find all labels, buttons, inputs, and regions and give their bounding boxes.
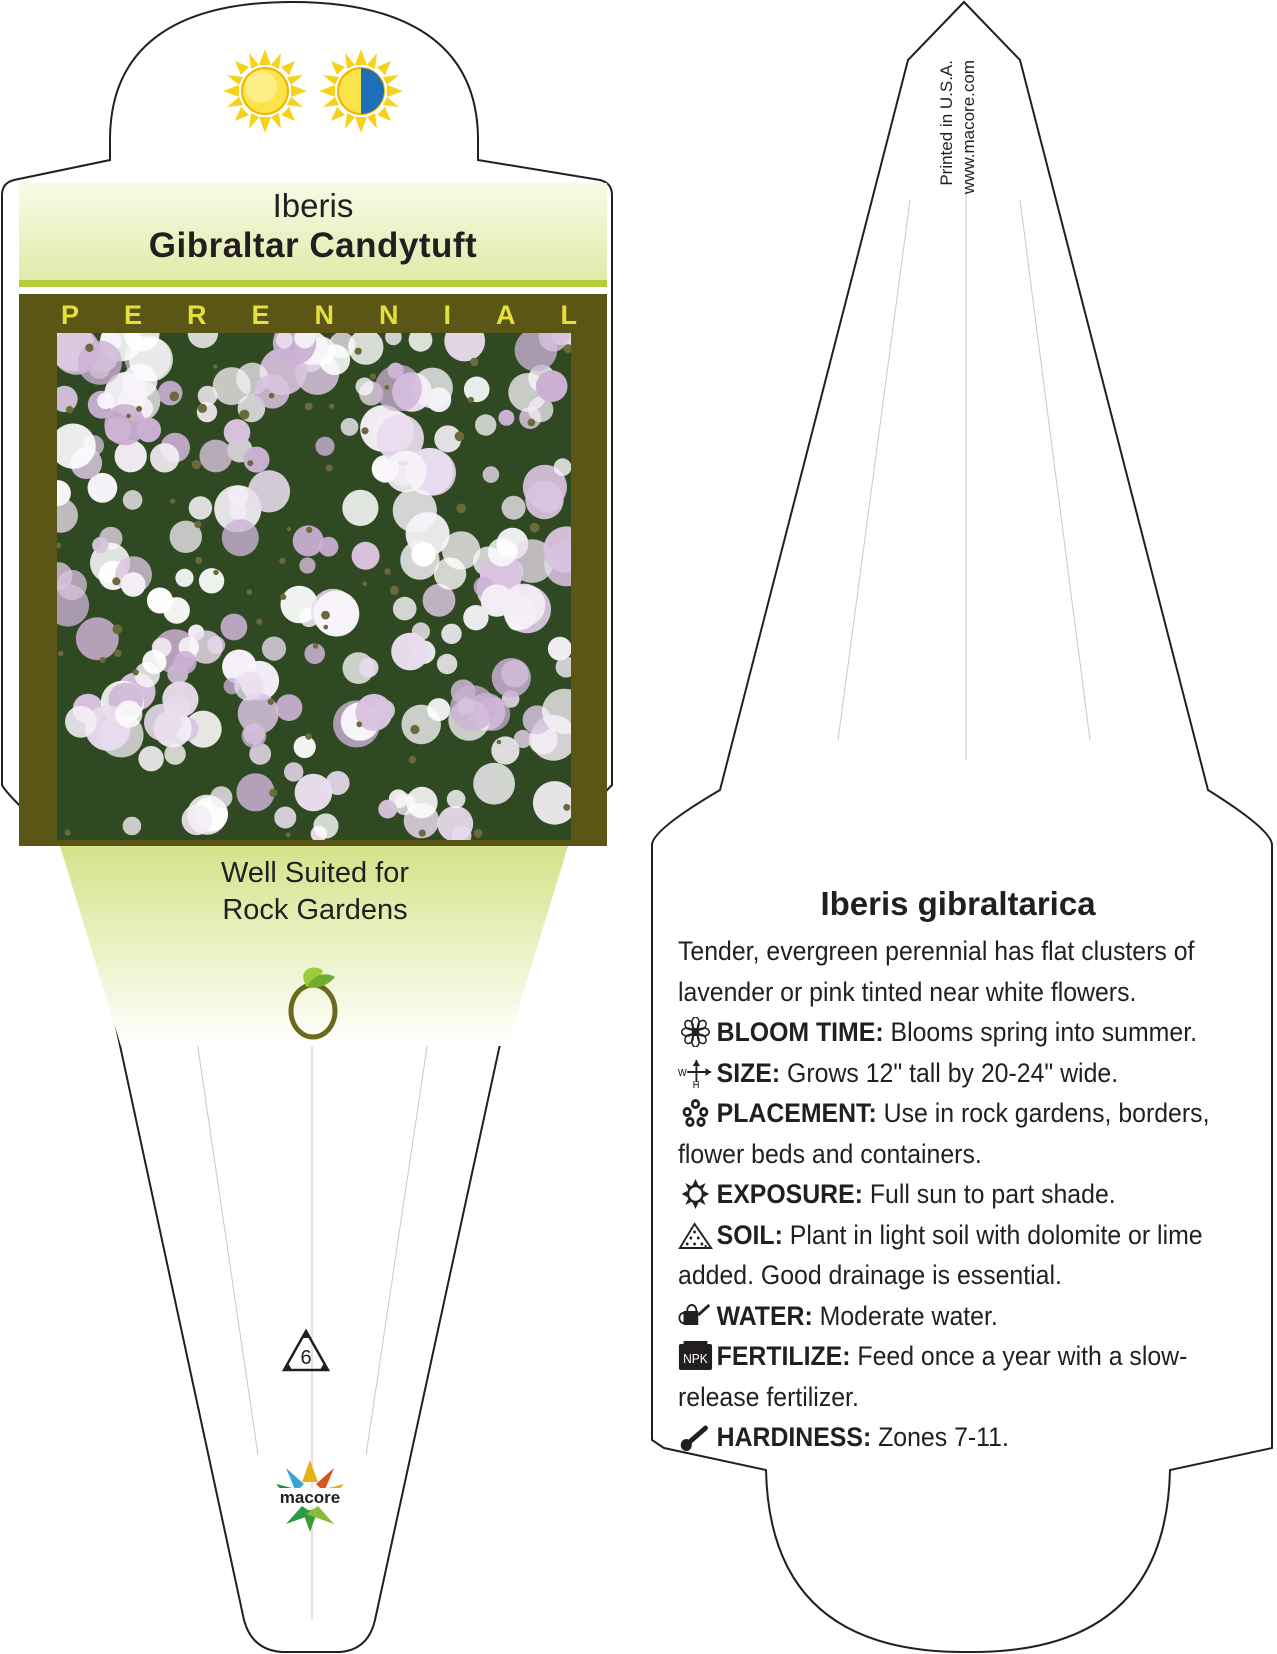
blossom-center [305,403,313,411]
blossom [481,584,513,616]
info-row-fertilize [678,1336,1212,1417]
bloom-text: Blooms spring into summer. [890,1017,1197,1047]
blossom [78,341,122,385]
info-row-soil [678,1215,1212,1296]
blossom-center [170,499,175,504]
flower-icon [678,1017,713,1047]
exposure-text: Full sun to part shade. [869,1179,1116,1209]
soil-text: Plant in light soil with dolomite or lime added. Good drainage is essential. [678,1219,1203,1290]
blossom-center [362,581,367,586]
care-info [678,931,1212,1458]
blossom-center [136,406,142,412]
blossom [342,490,378,526]
blossom [458,697,475,714]
blossom [411,542,435,566]
brand-text: macore [279,1488,341,1507]
blossom-center [112,577,120,585]
blossom [210,786,232,808]
blossom [375,365,422,412]
soil-icon [678,1220,713,1250]
blossom [274,807,296,829]
blossom [175,569,193,587]
blossom-center [269,393,275,399]
common-name: Gibraltar Candytuft [148,226,478,265]
flower-photo [57,333,571,840]
blossom-center [370,373,376,379]
genus-name: Iberis [272,187,354,224]
blossom-center [455,431,465,441]
feature-line-1: Well Suited for [220,857,410,889]
blossom-center [323,625,328,630]
watering-can-icon [678,1301,713,1331]
blossom [554,458,571,476]
info-row-size [678,1053,1212,1094]
category-letter: A [495,300,516,330]
full-sun-icon [222,48,308,134]
blossom [262,637,286,661]
blossom [222,519,259,556]
blossom-center [390,586,399,595]
macore-logo [270,1458,350,1534]
blossom-center [329,404,334,409]
blossom-center [113,624,123,634]
hardiness-text: Zones 7-11. [878,1422,1009,1452]
npk-text: NPK [683,1351,708,1367]
website-text: www.macore.com [959,60,978,195]
blossom [276,694,303,721]
blossom-center [385,385,390,390]
blossom-center [58,651,63,656]
placement-label: PLACEMENT: [716,1098,877,1128]
blossom [352,542,380,570]
blossom-center [286,832,291,837]
blossom-center [114,650,122,658]
blossom [393,488,437,532]
blossom [473,763,515,805]
blossom [150,443,179,472]
blossom [378,800,397,819]
category-letter: I [443,300,451,330]
placement-text: Use in rock gardens, borders, flower beds and containers. [678,1098,1210,1169]
recycle-icon [280,1328,332,1376]
category-label [19,297,607,333]
blossom-center [497,740,502,745]
botanical-name: Iberis gibraltarica [820,885,1096,922]
blossom-center [355,348,362,355]
feature-line-2: Rock Gardens [222,894,408,926]
blossom [158,381,183,406]
blossom-center [269,789,277,797]
blossom-center [195,557,202,564]
blossom [142,650,166,674]
size-icon-w: W [678,1067,687,1079]
blossom [182,805,212,835]
category-letter: L [560,300,577,330]
blossom [326,771,350,795]
blossom-center [213,364,217,368]
category-letter: N [314,300,334,330]
size-label: SIZE: [716,1057,781,1088]
blossom-center [321,611,330,620]
blossom-center [66,406,74,414]
blossom [244,447,270,473]
water-text: Moderate water. [819,1300,998,1331]
blossom [129,337,173,381]
blossom [234,671,264,701]
blossom-center [239,410,249,420]
blossom-center [361,427,368,434]
fertilize-label: FERTILIZE: [716,1341,851,1371]
blossom-center [468,397,474,403]
blossom-center [192,460,201,469]
blossom-center [65,830,71,836]
blossom-center [410,725,419,734]
bloom-label: BLOOM TIME: [716,1017,884,1047]
category-letter: E [124,300,143,330]
blossom [199,440,232,473]
blossom-center [213,570,218,575]
blossom-center [280,594,286,600]
divider [19,280,607,287]
blossom [213,367,251,405]
blossom [65,706,97,738]
blossom-center [133,669,139,675]
category-letter: R [187,300,207,330]
blossom-center [256,619,262,625]
blossom [514,730,532,748]
blossom [221,614,248,641]
blossom [236,773,274,811]
category-letter: N [378,300,399,330]
blossom [315,437,334,456]
blossom [313,813,338,838]
blossom [76,617,119,660]
blossom-center [305,733,312,740]
blossom-center [326,465,333,472]
blossom [464,377,490,403]
description: Tender, evergreen perennial has flat clusters of lavender or pink tinted near white flowers. [678,936,1195,1007]
hardiness-label: HARDINESS: [716,1422,872,1452]
blossom-center [563,804,570,811]
blossom-center [474,829,483,838]
blossom-center [456,504,466,514]
printed-in-text: Printed in U.S.A. [937,60,956,186]
info-row-water [678,1296,1212,1337]
recycle-number: 6 [300,1347,312,1369]
blossom [255,374,290,409]
info-row-bloom [678,1012,1212,1053]
category-letter: P [61,300,80,330]
blossom [502,496,526,520]
thermometer-icon [678,1422,713,1452]
blossom [121,572,146,597]
blossom-center [268,699,274,705]
blossom [356,378,374,396]
blossom-center [279,558,285,564]
blossom [115,701,142,728]
blossom [391,633,429,671]
blossom [144,704,181,741]
soil-label: SOIL: [716,1219,783,1250]
info-row-exposure [678,1174,1212,1215]
placement-icon [678,1098,713,1128]
leaf-seed-icon [285,965,341,1041]
blossom [483,466,500,483]
blossom-center [409,756,417,764]
category-letter: E [251,300,270,330]
blossom [147,588,173,614]
blossom [224,419,251,446]
blossom-center [306,527,312,533]
blossom [437,654,457,674]
feature-text [65,855,565,929]
blossom [341,418,359,436]
blossom [393,597,417,621]
blossom [92,537,108,553]
blossom-center [194,521,201,528]
blossom [314,591,360,637]
blossom [536,370,568,402]
blossom [115,440,147,472]
blossom [189,496,212,519]
blossom [173,651,196,674]
blossom [427,698,450,721]
blossom [441,624,461,644]
blossom-center [356,721,362,727]
blossom-center [100,657,106,663]
blossom-center [419,830,426,837]
blossom-center [287,527,291,531]
blossom [359,658,379,678]
blossom [406,787,437,818]
info-row-hardiness [678,1417,1212,1458]
blossom-center [247,589,253,595]
blossom [385,451,427,493]
title-box [19,183,607,283]
blossom [492,658,531,697]
blossom [475,414,496,435]
part-sun-icon [318,48,404,134]
blossom-center [530,523,540,533]
blossom [199,568,224,593]
blossom-center [247,460,253,466]
size-text: Grows 12" tall by 20-24" wide. [787,1057,1119,1088]
blossom-center [384,568,390,574]
blossom [525,481,563,519]
info-row-placement [678,1093,1212,1174]
npk-icon [678,1341,713,1371]
blossom-center [85,344,93,352]
blossom [488,538,516,566]
blossom [498,410,514,426]
blossom [548,637,571,661]
size-icon [678,1058,713,1088]
blossom [123,817,142,836]
blossom [284,762,303,781]
size-icon-h: H [692,1079,700,1088]
blossom-center [528,419,536,427]
blossom [299,557,315,573]
fertilize-text: Feed once a year with a slow-release fertilizer. [678,1341,1188,1412]
blossom-center [198,404,207,413]
blossom [138,746,163,771]
blossom [136,418,161,443]
blossom [248,470,290,512]
blossom [447,790,466,809]
blossom-center [313,643,318,648]
exposure-label: EXPOSURE: [716,1179,863,1209]
blossom-center [126,414,131,419]
sun-icon [678,1179,713,1209]
blossom [123,490,143,510]
blossom [242,723,267,748]
blossom-center [470,358,478,366]
water-label: WATER: [716,1300,813,1331]
blossom-center [169,392,179,402]
blossom [294,736,316,758]
